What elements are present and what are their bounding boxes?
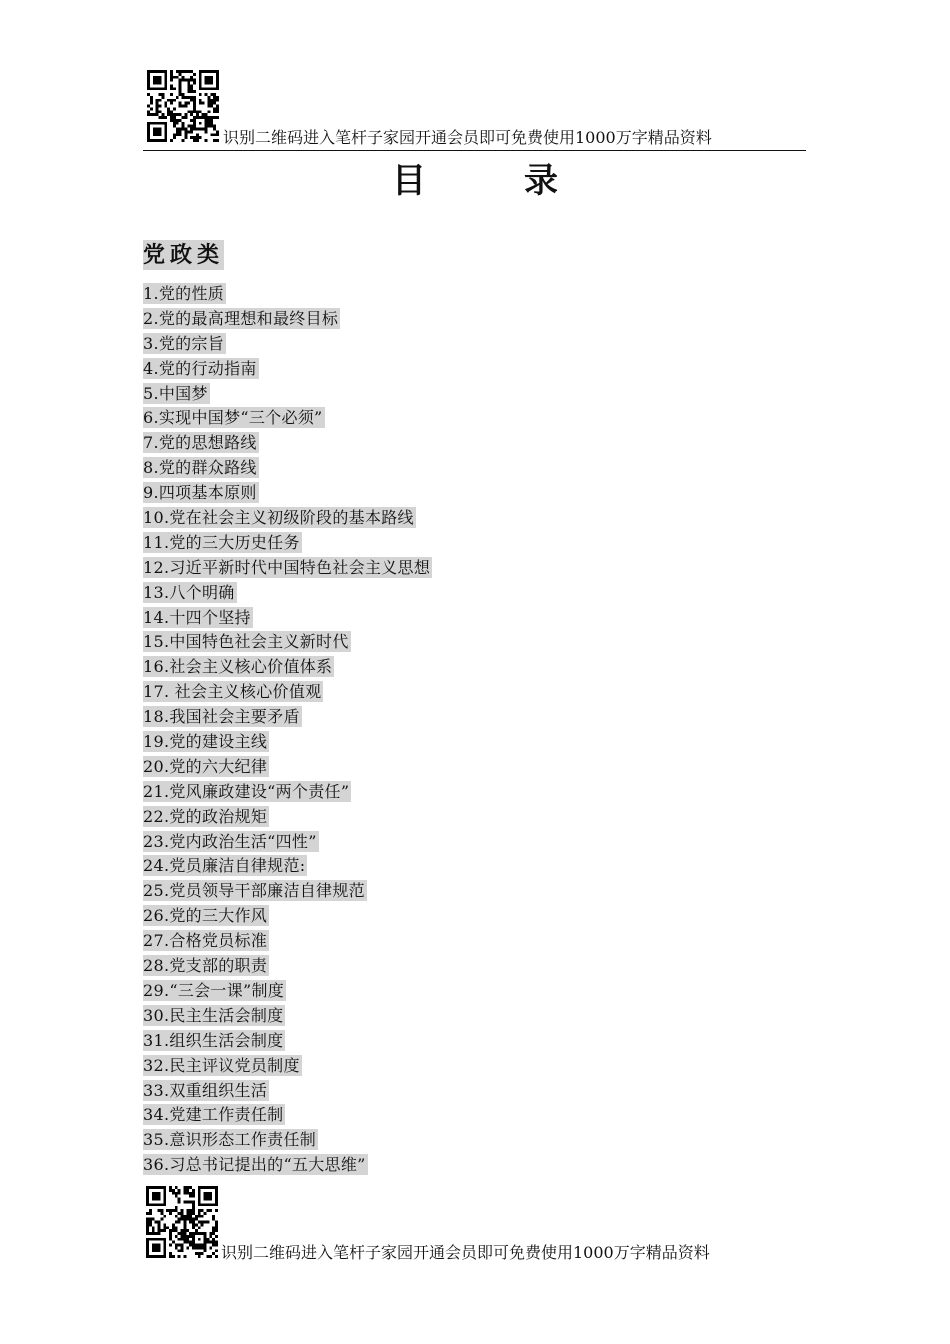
footer-banner-text: 识别二维码进入笔杆子家园开通会员即可免费使用1000万字精品资料 [221,1243,710,1262]
toc-item-label: 13.八个明确 [143,582,235,602]
toc-item-label: 7.党的思想路线 [143,433,257,453]
toc-item[interactable] [143,556,432,581]
toc-item[interactable] [143,630,432,655]
toc-item[interactable] [143,581,432,606]
toc-item[interactable] [143,606,432,631]
toc-item[interactable] [143,1004,432,1029]
toc-item-label: 25.党员领导干部廉洁自律规范 [143,881,365,901]
toc-item-label: 4.党的行动指南 [143,358,257,378]
toc-item[interactable] [143,332,432,357]
toc-item[interactable] [143,481,432,506]
qr-code-header[interactable] [147,70,219,142]
toc-item[interactable] [143,1103,432,1128]
toc-item[interactable] [143,431,432,456]
section-heading: 党政类 [143,242,225,268]
toc-item[interactable] [143,805,432,830]
toc-item[interactable] [143,904,432,929]
toc-item[interactable] [143,929,432,954]
toc-item[interactable] [143,282,432,307]
toc-item-label: 10.党在社会主义初级阶段的基本路线 [143,508,414,528]
toc-item-label: 35.意识形态工作责任制 [143,1130,317,1150]
toc-item[interactable] [143,1029,432,1054]
toc-item-label: 29.“三会一课”制度 [143,980,285,1000]
toc-item-label: 26.党的三大作风 [143,906,268,926]
toc-item[interactable] [143,1128,432,1153]
toc-item[interactable] [143,307,432,332]
toc-item-label: 24.党员廉洁自律规范: [143,856,306,876]
toc-item[interactable] [143,357,432,382]
toc-item[interactable] [143,830,432,855]
toc-item-label: 3.党的宗旨 [143,333,225,353]
toc-item-label: 14.十四个坚持 [143,607,251,627]
toc-item-label: 28.党支部的职责 [143,956,268,976]
toc-item-label: 2.党的最高理想和最终目标 [143,308,339,328]
toc-item[interactable] [143,1153,432,1178]
toc-item[interactable] [143,854,432,879]
toc-item-label: 31.组织生活会制度 [143,1030,284,1050]
toc-item[interactable] [143,680,432,705]
toc-item-label: 30.民主生活会制度 [143,1005,284,1025]
toc-item[interactable] [143,979,432,1004]
toc-item-label: 16.社会主义核心价值体系 [143,657,333,677]
toc-item[interactable] [143,954,432,979]
toc-item-label: 6.实现中国梦“三个必须” [143,408,323,428]
toc-item[interactable] [143,1079,432,1104]
toc-item[interactable] [143,655,432,680]
toc-item[interactable] [143,406,432,431]
toc-item[interactable] [143,879,432,904]
toc-item-label: 21.党风廉政建设“两个责任” [143,781,350,801]
toc-item[interactable] [143,730,432,755]
page-title: 目 录 [392,161,590,201]
toc-item-label: 5.中国梦 [143,383,208,403]
toc-item[interactable] [143,705,432,730]
toc-list [143,282,432,1178]
toc-item-label: 34.党建工作责任制 [143,1105,284,1125]
toc-item[interactable] [143,456,432,481]
toc-item-label: 27.合格党员标准 [143,931,268,951]
toc-item-label: 8.党的群众路线 [143,458,257,478]
toc-item-label: 33.双重组织生活 [143,1080,268,1100]
toc-item-label: 12.习近平新时代中国特色社会主义思想 [143,557,431,577]
toc-item[interactable] [143,506,432,531]
toc-item-label: 18.我国社会主要矛盾 [143,707,300,727]
toc-item[interactable] [143,755,432,780]
toc-item[interactable] [143,780,432,805]
toc-item[interactable] [143,382,432,407]
toc-item-label: 11.党的三大历史任务 [143,532,300,552]
qr-code-footer[interactable] [146,1186,218,1258]
toc-item-label: 9.四项基本原则 [143,483,257,503]
toc-item-label: 32.民主评议党员制度 [143,1055,300,1075]
header-banner-text: 识别二维码进入笔杆子家园开通会员即可免费使用1000万字精品资料 [223,128,712,147]
toc-item-label: 1.党的性质 [143,284,225,303]
toc-item-label: 20.党的六大纪律 [143,756,268,776]
toc-item-label: 15.中国特色社会主义新时代 [143,632,349,652]
toc-item-label: 19.党的建设主线 [143,732,268,752]
toc-item-label: 17. 社会主义核心价值观 [143,682,322,702]
toc-item[interactable] [143,1054,432,1079]
toc-item-label: 36.习总书记提出的“五大思维” [143,1155,366,1175]
toc-item[interactable] [143,531,432,556]
header-divider [143,150,806,151]
toc-item-label: 22.党的政治规矩 [143,806,268,826]
toc-item-label: 23.党内政治生活“四性” [143,831,317,851]
